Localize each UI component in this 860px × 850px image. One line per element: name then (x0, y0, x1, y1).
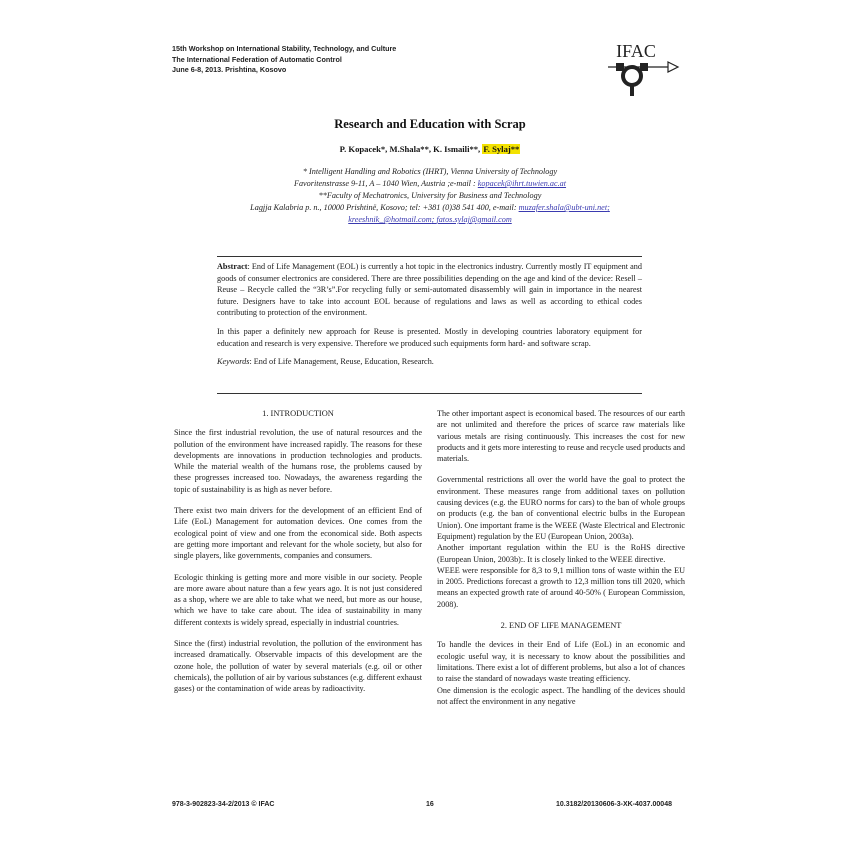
ifac-logo-icon (586, 40, 687, 102)
right-paragraph-4: WEEE were responsible for 8,3 to 9,1 million tons of waste within the EU in 2005. Predictions forecast a growth to 12,3 million tons till 2020, which means an expected growth rate of around 40-50% ( European Commission, 2008). (437, 565, 685, 609)
left-paragraph-3: Ecologic thinking is getting more and more visible in our society. People are more aware about nature than a few years ago. It is not just considered as a shop, where we are able to take what we need, but more as our house, which we have to take care about. The idea of sustainability in many different contexts is widely spread, especially in industrial countries. (174, 572, 422, 627)
section-heading-introduction: 1. INTRODUCTION (262, 409, 334, 418)
email-link-shala[interactable]: muzafer.shala@ubt-uni.net (518, 203, 608, 212)
paper-title: Research and Education with Scrap (334, 117, 526, 131)
email-separator-2: ; (431, 215, 437, 224)
abstract-bottom-rule (217, 393, 642, 394)
footer-isbn: 978-3-902823-34-2/2013 © IFAC (172, 801, 275, 808)
right-paragraph-5: To handle the devices in their End of Life (EoL) in an economic and ecologic useful way, it is necessary to know about the possibilities and limitations. There exist a lot of different problems, but also a lot of chances to raise the standard of nowadays waste treating efficiency. (437, 640, 685, 684)
header-line-3: June 6-8, 2013. Prishtina, Kosovo (172, 65, 287, 74)
abstract-paragraph-1 (217, 261, 642, 319)
authors-highlighted: F. Sylaj** (483, 144, 520, 154)
affiliation-address-2: Lagjja Kalabria p. n., 10000 Prishtinë, Kosovo; tel: +381 (0)38 541 400, e-mail: (250, 203, 519, 212)
right-column (437, 408, 685, 717)
email-link-sylaj[interactable]: fatos.sylaj@gmail.com (436, 215, 512, 224)
abstract-text-1: : End of Life Management (EOL) is currently a hot topic in the electronics industry. Currently mostly IT equipment and goods of consumer electronics are considered. There are three possibilities depending on the age and kind of the device: Resell – Reuse – Recycle called the “3R’s”.For recycling fully or semi-automated disassembly will gain in importance in the nearest future. Designers have to take into account EOL because of regulations and laws as well as according to ethical codes contributing to protection of the environment. (217, 262, 642, 318)
abstract-top-rule (217, 256, 642, 257)
left-paragraph-1: Since the first industrial revolution, the use of natural resources and the pollution of the environment have increased rapidly. The reasons for these developments are innovations in production technologies and products. While the material wealth of the humans rose, the problems caused by these progresses increased too. Nowadays, the awareness regarding the topic of sustainability is as high as never before. (174, 428, 422, 494)
conference-header (172, 44, 396, 76)
left-paragraph-4: Since the (first) industrial revolution, the pollution of the environment has increased dramatically. Observable impacts of this development are the ozone hole, the pollution of water by several materials (e.g. oil or other chemicals), the pollution of air by various substances (e.g. different exhaust gases) or the contamination of wide areas by radioactivity. (174, 639, 422, 694)
right-paragraph-2: Governmental restrictions all over the world have the goal to protect the environment. These measures range from additional taxes on pollution causing devices (e.g. the EURO norms for cars) to the ban of whole groups on products (e.g. the ban of conventional electric bulbs in the European Union). One important frame is the WEEE (Waste Electrical and Electronic Equipment) regulation by the EU (European Union, 2003a). (437, 475, 685, 541)
affiliation-line-1: * Intelligent Handling and Robotics (IHRT), Vienna University of Technology (302, 167, 558, 176)
abstract-block (217, 261, 642, 375)
right-paragraph-3: Another important regulation within the EU is the RoHS directive (European Union, 2003b):. It is closely linked to the WEEE directive. (437, 543, 685, 564)
left-column (174, 408, 422, 705)
affiliation-address-1: Favoritenstrasse 9-11, A – 1040 Wien, Austria ;e-mail : (293, 179, 478, 188)
abstract-label: Abstract (217, 262, 248, 271)
affiliation-line-4 (170, 202, 690, 214)
left-paragraph-2: There exist two main drivers for the development of an efficient End of Life (EoL) Management for automation devices. One comes from the ecological point of view and one from the economical side. Both aspects are getting more important and relevant for the whole society, but also for single players, like governments, companies and consumers. (174, 506, 422, 561)
right-paragraph-1: The other important aspect is economical based. The resources of our earth are not unlimited and therefore the prices of scarce raw materials like various metals are rising continuously. This increases the cost for new products and it gets more interesting to reuse and recycle used products and materials. (437, 409, 685, 464)
keywords-text: : End of Life Management, Reuse, Education, Research. (249, 357, 434, 367)
email-link-kreeshnik[interactable]: kreeshnik_@hotmail.com (348, 215, 432, 224)
abstract-paragraph-2: In this paper a definitely new approach for Reuse is presented. Mostly in developing countries laboratory equipment for education and research is very expensive. Therefore we produced such equipments form hard- and software scrap. (217, 326, 642, 348)
author-list (0, 144, 860, 154)
affiliation-line-3: **Faculty of Mechatronics, University for Business and Technology (318, 191, 542, 200)
affiliation-line-5 (180, 214, 680, 226)
ifac-logo (586, 40, 687, 102)
affiliation-line-2 (180, 178, 680, 190)
header-line-1: 15th Workshop on International Stability, Technology, and Culture (172, 44, 397, 53)
footer-doi: 10.3182/20130606-3-XK-4037.00048 (556, 801, 672, 808)
right-paragraph-6: One dimension is the ecologic aspect. The handling of the devices should not affect the environment in any negative (437, 685, 685, 706)
keywords-line (217, 356, 642, 368)
header-line-2: The International Federation of Automatic Control (172, 54, 342, 64)
footer-page-number: 16 (426, 801, 434, 808)
authors-main: P. Kopacek*, M.Shala**, K. Ismaili**, (339, 144, 483, 154)
email-link-kopacek[interactable]: kopacek@ihrt.tuwien.ac.at (477, 179, 567, 188)
keywords-label: Keywords (217, 357, 250, 367)
section-heading-eol-management: 2. END OF LIFE MANAGEMENT (500, 621, 622, 631)
logo-text: IFAC (616, 41, 656, 61)
email-separator: ; (607, 203, 610, 212)
